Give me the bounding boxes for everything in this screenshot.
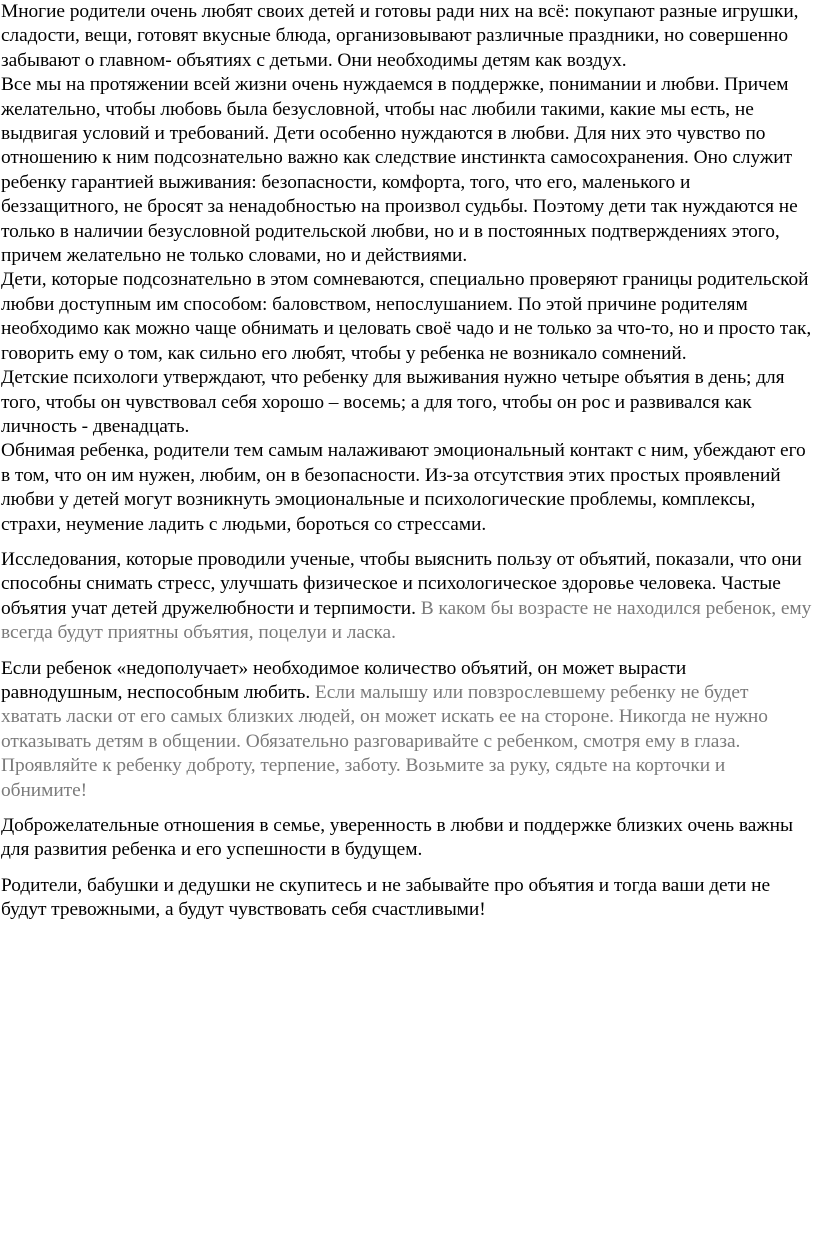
paragraph-deprivation	[1, 657, 812, 803]
paragraph-emotional-contact: Обнимая ребенка, родители тем самым налаживают эмоциональный контакт с ним, убеждают его в том, что он им нужен, любим, он в безопасности. Из-за отсутствия этих простых проявлений любви у детей могут возникнуть эмоциональные и психологические проблемы, комплексы, страхи, неумение ладить с людьми, бороться со стрессами.	[1, 440, 806, 535]
paragraph-deprivation-text: Если ребенок «недополучает» необходимое количество объятий, он может вырасти равнодушным, неспособным любить.	[1, 657, 687, 703]
paragraph-research	[1, 548, 812, 646]
paragraph-family-relations: Доброжелательные отношения в семье, уверенность в любви и поддержке близких очень важны для развития ребенка и его успешности в будущем.	[1, 815, 793, 861]
paragraph-hugs-count: Детские психологи утверждают, что ребенку для выживания нужно четыре объятия в день; для того, чтобы он чувствовал себя хорошо – восемь; а для того, чтобы он рос и развивался как личность - двенадцать.	[1, 367, 785, 437]
paragraph-research-muted: В каком бы возрасте не находился ребенок, ему всегда будут приятны объятия, поцелуи и ласка.	[1, 597, 812, 644]
paragraph-deprivation-muted: Если малышу или повзрослевшему ребенку не будет хватать ласки от его самых близких людей, он может искать ее на стороне. Никогда не нужно отказывать детям в общении. Обязательно разговаривайте с ребенком, смотря ему в глаза. Проявляйте к ребенку доброту, терпение, заботу. Возьмите за руку, сядьте на корточки и обнимите!	[1, 681, 768, 801]
paragraph-testing-boundaries: Дети, которые подсознательно в этом сомневаются, специально проверяют границы родительской любви доступным им способом: баловством, непослушанием. По этой причине родителям необходимо как можно чаще обнимать и целовать своё чадо и не только за что-то, но и просто так, говорить ему о том, как сильно его любят, чтобы у ребенка не возникало сомнений.	[1, 269, 812, 364]
paragraph-research-text: Исследования, которые проводили ученые, чтобы выяснить пользу от объятий, показали, что они способны снимать стресс, улучшать физическое и психологическое здоровье человека. Частые объятия учат детей дружелюбности и терпимости.	[1, 548, 802, 619]
paragraph-intro: Многие родители очень любят своих детей и готовы ради них на всё: покупают разные игрушки, сладости, вещи, готовят вкусные блюда, организовывают различные праздники, но совершенно забывают о главном- объятиях с детьми. Они необходимы детям как воздух.	[1, 1, 799, 71]
paragraph-closing: Родители, бабушки и дедушки не скупитесь и не забывайте про объятия и тогда ваши дети не будут тревожными, а будут чувствовать себя счастливыми!	[1, 874, 770, 921]
paragraph-need-for-love: Все мы на протяжении всей жизни очень нуждаемся в поддержке, понимании и любви. Причем желательно, чтобы любовь была безусловной, чтобы нас любили такими, какие мы есть, не выдвигая условий и требований. Дети особенно нуждаются в любви. Для них это чувство по отношению к ним подсознательно важно как следствие инстинкта самосохранения. Оно служит ребенку гарантией выживания: безопасности, комфорта, того, что его, маленького и беззащитного, не бросят за ненадобностью на произвол судьбы. Поэтому дети так нуждаются не только в наличии безусловной родительской любви, но и в постоянных подтверждениях этого, причем желательно не только словами, но и действиями.	[1, 74, 798, 267]
